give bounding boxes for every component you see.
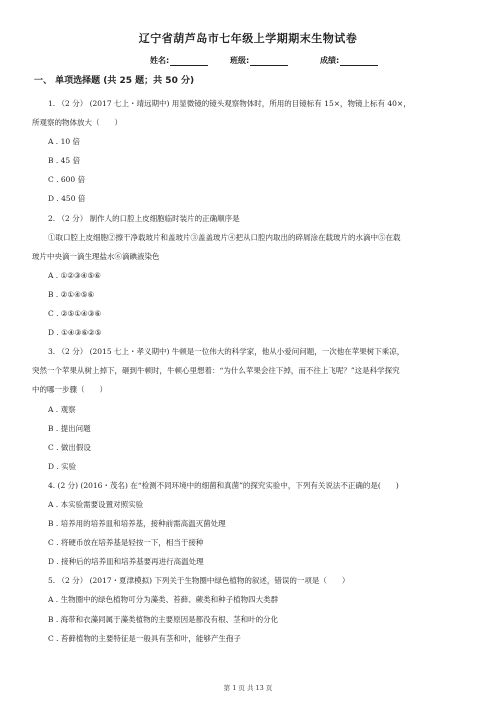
class-label: 班级: bbox=[230, 56, 250, 65]
class-blank bbox=[250, 57, 288, 66]
text-line: C . 600 倍 bbox=[48, 175, 86, 185]
text-line: D . 接种后的培养皿和培养基要再进行高温处理 bbox=[48, 557, 204, 567]
page-title: 辽宁省葫芦岛市七年级上学期期末生物试卷 bbox=[138, 32, 358, 45]
text-line: C . ②⑤①④③⑥ bbox=[48, 309, 102, 319]
text-line: 4. (2 分) (2016・茂名) 在“检测不同环境中的细菌和真菌”的探究实验中，下列有关说法不正确的是( ) bbox=[48, 480, 399, 490]
text-line: A . 观察 bbox=[48, 404, 76, 414]
text-line: B . 45 倍 bbox=[48, 156, 81, 166]
text-line: 所观察的物体放大（ ） bbox=[32, 118, 122, 128]
text-line: ①取口腔上皮细胞②擦干净载玻片和盖玻片③盖盖玻片④把从口腔内取出的碎屑涂在载玻片的水滴中⑤在载 bbox=[48, 232, 401, 242]
text-line: C . 苔藓植物的主要特征是一般具有茎和叶，能够产生孢子 bbox=[48, 633, 241, 643]
name-field[interactable] bbox=[150, 55, 208, 66]
question-list bbox=[32, 94, 472, 648]
class-field[interactable] bbox=[230, 55, 288, 66]
name-label: 姓名: bbox=[150, 56, 170, 65]
text-line: 5. （2 分） (2017・夏津模拟) 下列关于生物圈中绿色植物的叙述，错误的一项是（ ） bbox=[48, 576, 350, 586]
text-line: D . 450 倍 bbox=[48, 194, 86, 204]
text-line: 1. （2 分） (2017 七上・靖远期中) 用显微镜的镜头观察物体时，所用的目镜标有 15×，物镜上标有 40×， bbox=[48, 99, 411, 108]
section-heading: 一、 单项选择题 (共 25 题；共 50 分) bbox=[34, 76, 195, 86]
text-line: B . ②①④⑤⑥ bbox=[48, 289, 95, 299]
text-line: 中的哪一步骤（ ） bbox=[32, 385, 107, 395]
text-line: B . 海带和衣藻同属于藻类植物的主要原因是都没有根、茎和叶的分化 bbox=[48, 614, 279, 624]
text-line: A . 10 倍 bbox=[48, 137, 80, 147]
text-line: B . 提出问题 bbox=[48, 423, 91, 433]
text-line: D . ①④③⑥②⑤ bbox=[48, 328, 102, 338]
page-footer: 第 1 页 共 13 页 bbox=[223, 684, 273, 692]
text-line: C . 做出假设 bbox=[48, 442, 91, 452]
score-blank bbox=[340, 57, 378, 66]
name-blank bbox=[170, 57, 208, 66]
text-line: 3. （2 分） (2015 七上・孝义期中) 牛顿是一位伟大的科学家，他从小爱问问题，一次他在苹果树下乘凉， bbox=[48, 347, 405, 357]
score-field[interactable] bbox=[320, 55, 378, 66]
text-line: 2. （2 分） 制作人的口腔上皮细胞临时装片的正确顺序是 bbox=[48, 213, 240, 223]
text-line: C . 将硬币放在培养基是轻按一下，相当于接种 bbox=[48, 538, 204, 548]
score-label: 成绩: bbox=[320, 56, 340, 65]
text-line: A . 生物圈中的绿色植物可分为藻类、苔藓、蕨类和种子植物四大类群 bbox=[48, 595, 279, 605]
text-line: B . 培养用的培养皿和培养基，接种前需高温灭菌处理 bbox=[48, 519, 226, 529]
text-line: A . ①②③④⑤⑥ bbox=[48, 270, 101, 280]
text-line: D . 实验 bbox=[48, 461, 77, 471]
text-line: 突然一个苹果从树上掉下，砸到牛顿时，牛顿心里想着：“为什么苹果会往下掉，而不往上飞呢？”这是科学探究 bbox=[32, 366, 400, 376]
text-line: A . 本实验需要设置对照实验 bbox=[48, 499, 144, 509]
text-line: 玻片中央滴一滴生理盐水⑥滴碘液染色 bbox=[32, 251, 160, 261]
